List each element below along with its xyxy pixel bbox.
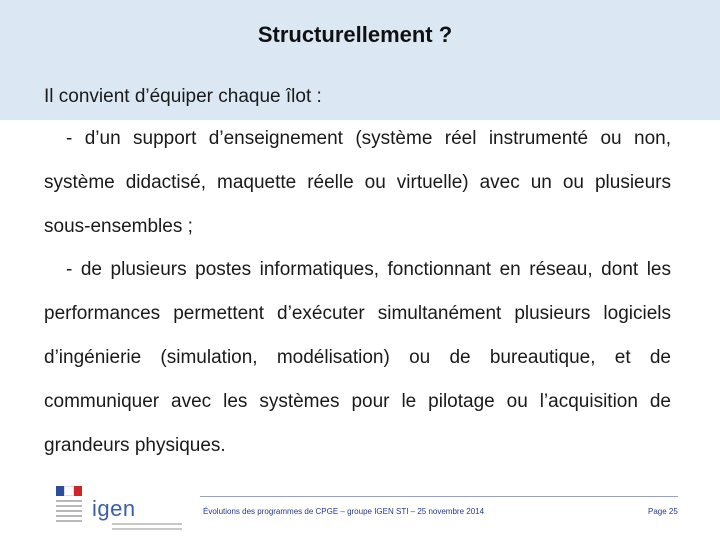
french-flag-icon bbox=[56, 486, 82, 496]
page-number: Page 25 bbox=[648, 507, 678, 516]
republique-logo bbox=[52, 486, 86, 534]
footer-text: Évolutions des programmes de CPGE – groupe IGEN STI – 25 novembre 2014 bbox=[203, 507, 485, 516]
footer-divider bbox=[200, 496, 678, 497]
slide-title: Structurellement ? bbox=[257, 22, 453, 47]
igen-logo-text: igen bbox=[92, 496, 136, 521]
bullet-paragraph-1 bbox=[44, 117, 671, 249]
intro-text: Il convient d’équiper chaque îlot : bbox=[44, 86, 322, 107]
bullet-text-1: - d’un support d’enseignement (système réel instrumenté ou non, système didactisé, maquette réelle ou virtuelle) avec un ou plusieurs sous-ensembles ; bbox=[44, 128, 671, 237]
igen-logo bbox=[92, 496, 136, 522]
bullet-text-2: - de plusieurs postes informatiques, fonctionnant en réseau, dont les performances permettent d’exécuter simultanément plusieurs logiciels d’ingénierie (simulation, modélisation) ou de bureautique, et de communiquer avec les systèmes pour le pilotage ou l’acquisition de grandeurs physiques. bbox=[44, 259, 671, 456]
bullet-paragraph-2 bbox=[44, 248, 671, 468]
